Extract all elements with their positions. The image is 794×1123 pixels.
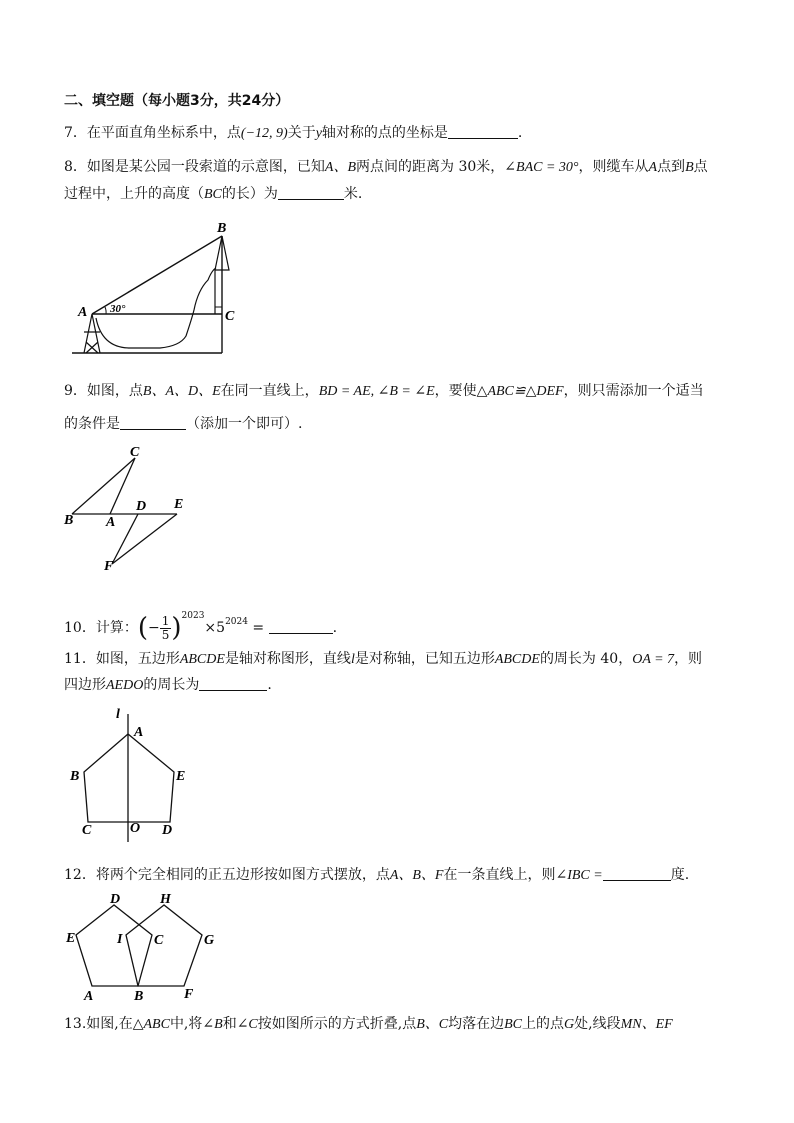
fig8-label-c: C — [225, 309, 235, 324]
q11-text-e: ，则 — [674, 651, 703, 667]
question-8-line1 — [64, 158, 708, 177]
question-11-line1 — [64, 650, 702, 669]
q12-answer-blank[interactable] — [603, 866, 671, 881]
q8-b: B — [685, 160, 694, 175]
fig9-label-e: E — [174, 497, 184, 512]
q13-bc: B、C — [416, 1017, 449, 1032]
question-11-line2 — [64, 676, 272, 695]
q11-pent2: ABCDE — [494, 652, 540, 667]
fig8-right-angle — [215, 307, 222, 314]
fig9-label-a: A — [106, 515, 116, 530]
figure-9-triangles — [62, 444, 192, 576]
q10-answer-blank[interactable] — [269, 619, 333, 634]
fig12-label-d: D — [110, 892, 121, 907]
section-title: 二、填空题（每小题3分，共24分） — [64, 93, 290, 109]
q12-text-c: 度. — [670, 867, 690, 883]
q13-g: G — [564, 1017, 575, 1032]
question-9-line1 — [64, 382, 704, 401]
q10-numerator: 1 — [161, 613, 170, 628]
q12-text-a: 12．将两个完全相同的正五边形按如图方式摆放，点 — [64, 867, 390, 883]
q11-text-a: 11．如图，五边形 — [64, 651, 180, 667]
q11-l: l — [350, 652, 355, 667]
q8-text-g: 的长）为 — [221, 186, 278, 202]
q8-bc: BC — [204, 187, 222, 202]
q10-times: ×5 — [204, 620, 226, 636]
q13-bc2: BC — [504, 1017, 522, 1032]
fig9-label-d: D — [136, 499, 147, 514]
fig11-label-c: C — [82, 823, 92, 838]
q7-text: 7．在平面直角坐标系中，点 — [64, 125, 241, 141]
fig12-label-f: F — [184, 987, 194, 1002]
fig8-label-angle: 30° — [110, 303, 126, 315]
q9-text-d: ，则只需添加一个适当 — [563, 383, 704, 399]
question-13 — [64, 1015, 673, 1034]
fig12-label-e: E — [66, 931, 76, 946]
fig12-label-c: C — [154, 933, 164, 948]
q11-answer-blank[interactable] — [199, 676, 267, 691]
q7-answer-blank[interactable] — [448, 124, 518, 139]
q10-end: . — [332, 620, 338, 636]
q8-answer-blank[interactable] — [278, 185, 344, 200]
q8-a: A — [648, 160, 658, 175]
q10-denominator: 5 — [161, 627, 170, 642]
q9-text-e: 的条件是 — [64, 416, 120, 432]
fig12-label-a: A — [84, 989, 94, 1004]
q10-exp1: 2023 — [181, 611, 205, 621]
q12-angle: ∠IBC = — [555, 868, 603, 883]
q13-text-e: 均落在边 — [448, 1016, 505, 1032]
fig12-label-h: H — [160, 892, 171, 907]
fig12-label-b: B — [134, 989, 144, 1004]
q13-text-b: 中,将 — [169, 1016, 203, 1032]
q10-paren-close: ) — [171, 613, 182, 643]
q8-text-f: 过程中，上升的高度（ — [64, 186, 204, 202]
figure-12-two-pentagons — [64, 890, 224, 1005]
fig9-label-f: F — [104, 559, 114, 574]
q9-text-a: 9．如图，点 — [64, 383, 143, 399]
q11-pent: ABCDE — [179, 652, 225, 667]
q10-exp2: 2024 — [225, 617, 248, 627]
q13-text-g: 处,线段 — [574, 1016, 621, 1032]
q7-axis: y — [315, 126, 322, 141]
q11-text-c: 是对称轴，已知五边形 — [354, 651, 495, 667]
q9-text-f: （添加一个即可）. — [186, 416, 303, 432]
question-8-line2 — [64, 185, 362, 204]
q9-congr: △ABC≌△DEF — [476, 384, 564, 399]
q7-point: (−12, 9) — [240, 126, 288, 141]
fig12-label-g: G — [204, 933, 215, 948]
fig8-label-a: A — [78, 305, 88, 320]
q10-prefix: 10．计算： — [64, 620, 138, 636]
q11-text-g: 的周长为 — [143, 677, 200, 693]
q13-b: ∠B — [202, 1017, 223, 1032]
q11-quad: AEDO — [106, 678, 144, 693]
fig11-label-l: l — [116, 707, 120, 722]
fig8-label-b: B — [217, 221, 227, 236]
q8-text-e: 点 — [693, 159, 708, 175]
fig12-label-i: I — [117, 932, 123, 947]
fig9-label-b: B — [64, 513, 74, 528]
q11-oa: OA = 7 — [632, 652, 675, 667]
fig11-label-d: D — [162, 823, 173, 838]
figure-8-cableway — [70, 218, 240, 358]
fig9-label-c: C — [130, 445, 140, 460]
q13-text-c: 和 — [222, 1016, 237, 1032]
q9-cond: BD = AE, ∠B = ∠E — [318, 384, 435, 399]
q8-angle: ∠BAC = 30° — [504, 160, 579, 175]
q12-points: A、B、F — [389, 868, 444, 883]
q10-eq: = — [247, 620, 269, 636]
q8-ab: A、B — [324, 160, 357, 175]
q8-text-a: 8．如图是某公园一段索道的示意图，已知 — [64, 159, 325, 175]
q13-text-d: 按如图所示的方式折叠,点 — [257, 1016, 417, 1032]
q11-text-b: 是轴对称图形，直线 — [224, 651, 351, 667]
q8-text-d: 点到 — [657, 159, 686, 175]
q8-text-h: 米. — [343, 186, 363, 202]
q9-points: B、A、D、E — [142, 384, 221, 399]
q11-text-d: 的周长为 40， — [539, 651, 633, 667]
fig11-label-e: E — [176, 769, 186, 784]
q7-end: . — [517, 125, 523, 141]
q12-text-b: 在一条直线上，则 — [443, 867, 556, 883]
q10-fraction — [160, 615, 172, 642]
q7-text-c: 轴对称的点的坐标是 — [321, 125, 448, 141]
q13-tri: △ABC — [132, 1017, 170, 1032]
q13-c: ∠C — [236, 1017, 258, 1032]
q7-text-b: 关于 — [287, 125, 316, 141]
fig8-angle-arc — [105, 307, 106, 314]
question-10 — [64, 598, 338, 643]
question-7 — [64, 124, 522, 143]
q11-text-f: 四边形 — [64, 677, 106, 693]
fig11-label-o: O — [130, 821, 141, 836]
q13-segs: MN、EF — [620, 1017, 673, 1032]
q8-text-b: 两点间的距离为 30米， — [356, 159, 505, 175]
q9-answer-blank[interactable] — [120, 415, 186, 430]
q8-text-c: ，则缆车从 — [578, 159, 649, 175]
q10-paren-open: ( — [137, 613, 148, 643]
question-12 — [64, 866, 689, 885]
q9-text-b: 在同一直线上， — [220, 383, 319, 399]
figure-11-pentagon — [64, 704, 194, 844]
q10-sign: − — [147, 620, 160, 636]
fig11-label-a: A — [134, 725, 144, 740]
fig11-label-b: B — [70, 769, 80, 784]
q13-text-f: 上的点 — [522, 1016, 564, 1032]
q13-text-a: 13.如图,在 — [64, 1016, 133, 1032]
question-9-line2 — [64, 415, 302, 433]
q9-text-c: ，要使 — [434, 383, 477, 399]
q11-text-h: . — [267, 677, 272, 693]
